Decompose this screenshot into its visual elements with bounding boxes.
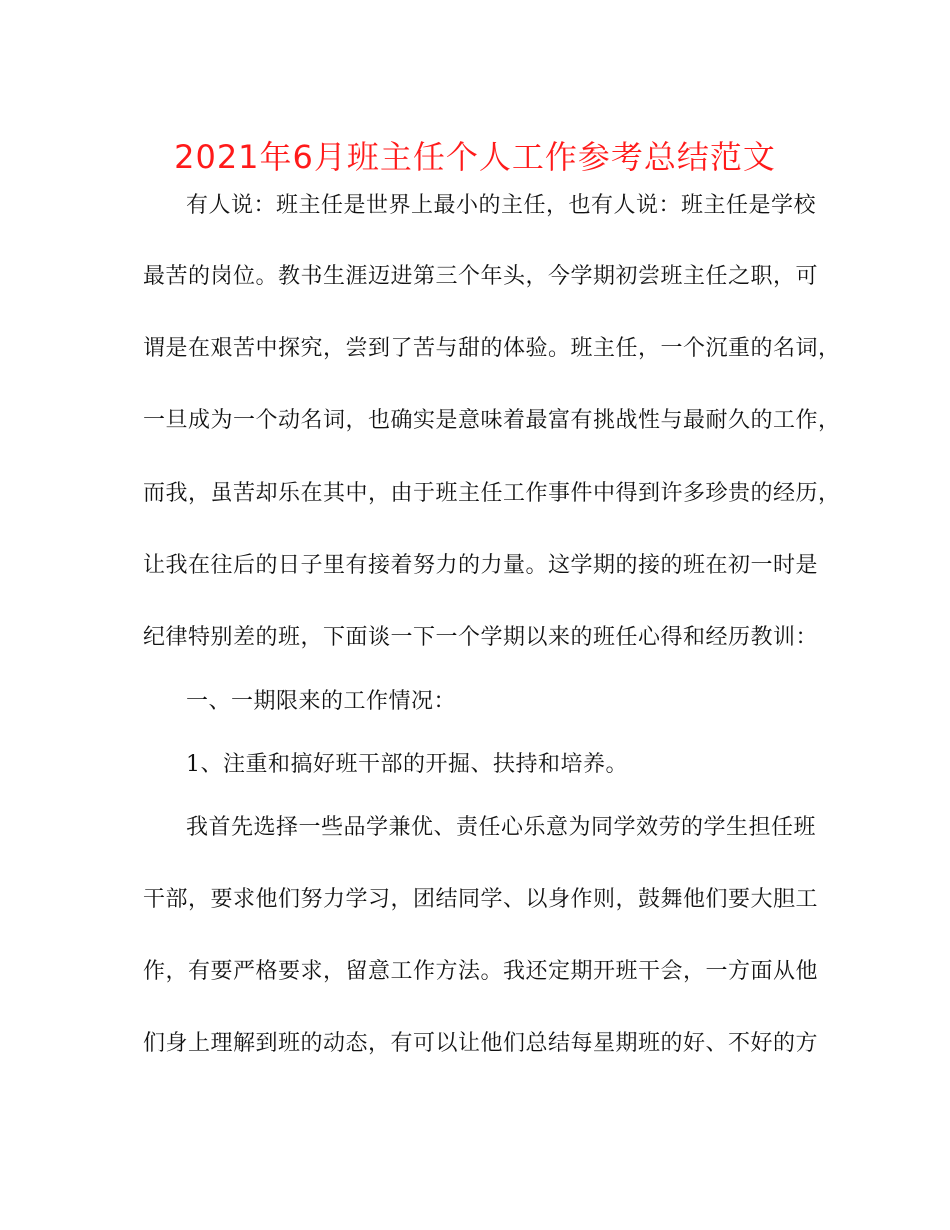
paragraph-line: 最苦的岗位。教书生涯迈进第三个年头，今学期初尝班主任之职，可 — [143, 264, 819, 289]
paragraph-line: 我首先选择一些品学兼优、责任心乐意为同学效劳的学生担任班 — [186, 815, 817, 840]
paragraph-line: 纪律特别差的班，下面谈一下一个学期以来的班任心得和经历教训： — [143, 625, 819, 650]
paragraph-line: 让我在往后的日子里有接着努力的力量。这学期的接的班在初一时是 — [143, 553, 819, 578]
paragraph-line: 作，有要严格要求，留意工作方法。我还定期开班干会，一方面从他 — [143, 959, 819, 984]
paragraph-line: 谓是在艰苦中探究，尝到了苦与甜的体验。班主任，一个沉重的名词， — [143, 336, 841, 361]
document-title: 2021年6月班主任个人工作参考总结范文 — [174, 138, 776, 176]
section-heading: 一、一期限来的工作情况： — [186, 689, 457, 714]
paragraph-line: 而我，虽苦却乐在其中，由于班主任工作事件中得到许多珍贵的经历， — [143, 481, 841, 506]
paragraph-line: 干部，要求他们努力学习，团结同学、以身作则，鼓舞他们要大胆工 — [143, 887, 819, 912]
paragraph-line: 一旦成为一个动名词，也确实是意味着最富有挑战性与最耐久的工作， — [143, 408, 841, 433]
paragraph-line: 有人说：班主任是世界上最小的主任，也有人说：班主任是学校 — [186, 193, 817, 218]
paragraph-line: 们身上理解到班的动态，有可以让他们总结每星期班的好、不好的方 — [143, 1031, 819, 1056]
subsection-heading: 1、注重和搞好班干部的开掘、扶持和培养。 — [186, 752, 628, 777]
